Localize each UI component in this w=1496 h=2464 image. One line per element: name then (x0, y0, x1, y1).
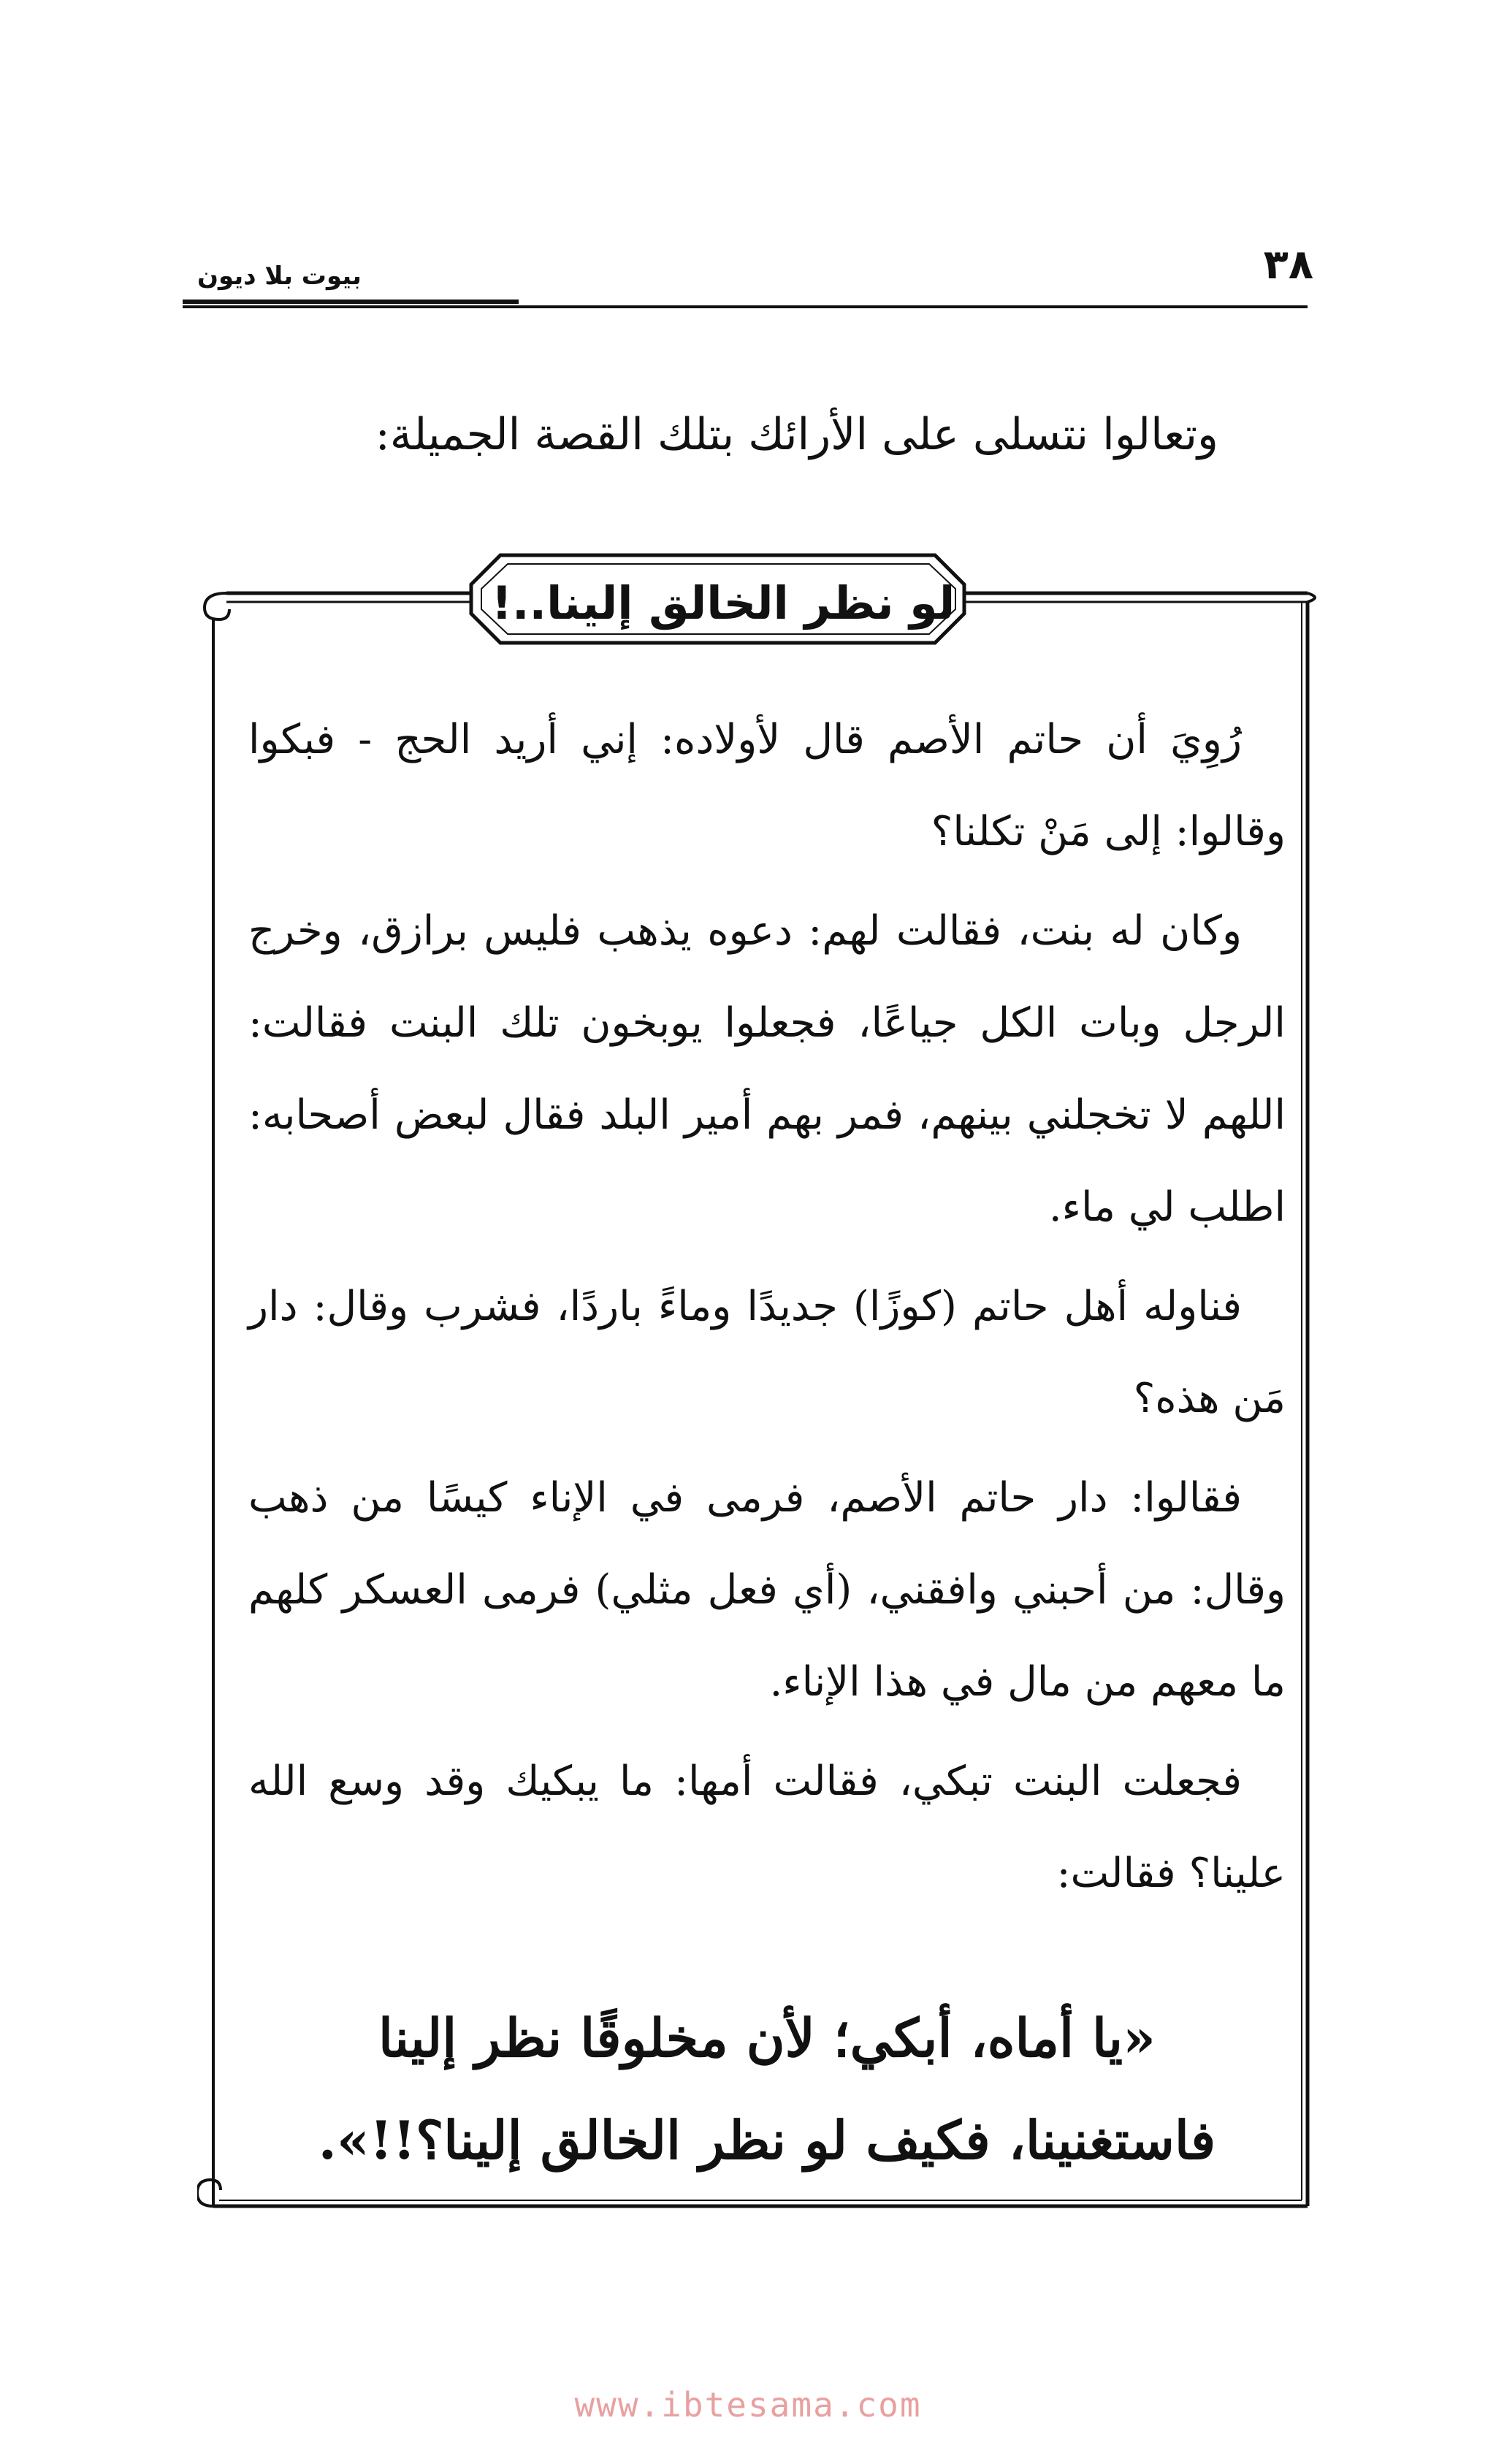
story-paragraph: وكان له بنت، فقالت لهم: دعوه يذهب فليس برازق، وخرج الرجل وبات الكل جياعًا، فجعلوا يوبخون تلك البنت فقالت: اللهم لا تخجلني بينهم، فمر بهم أمير البلد فقال لبعض أصحابه: اطلب لي ماء. (248, 907, 1286, 1231)
watermark: www.ibtesama.com (574, 2385, 922, 2425)
story-paragraph: فجعلت البنت تبكي، فقالت أمها: ما يبكيك وقد وسع الله علينا؟ فقالت: (248, 1758, 1286, 1897)
header-rule-thick (183, 300, 519, 304)
story-paragraph: فقالوا: دار حاتم الأصم، فرمى في الإناء كيسًا من ذهب وقال: من أحبني وافقني، (أي فعل مثلي) فرمى العسكر كلهم ما معهم من مال في هذا الإناء. (248, 1474, 1286, 1706)
header-rule (183, 305, 1308, 308)
story-paragraph: رُوِيَ أن حاتم الأصم قال لأولاده: إني أريد الحج - فبكوا وقالوا: إلى مَنْ تكلنا؟ (248, 716, 1286, 855)
box-title: لو نظر الخالق إلينا..! (491, 576, 955, 630)
page-number: ٣٨ (1263, 241, 1313, 289)
story-paragraph: فناوله أهل حاتم (كوزًا) جديدًا وماءً باردًا، فشرب وقال: دار مَن هذه؟ (248, 1283, 1286, 1422)
intro-line: وتعالوا نتسلى على الأرائك بتلك القصة الجميلة: (375, 409, 1218, 460)
book-title: بيوت بلا ديون (197, 262, 362, 291)
story-quote: «يا أماه، أبكي؛ لأن مخلوقًا نظر إلينا فاستغنينا، فكيف لو نظر الخالق إلينا؟!!». (318, 2007, 1216, 2171)
story-body (248, 694, 1286, 1927)
